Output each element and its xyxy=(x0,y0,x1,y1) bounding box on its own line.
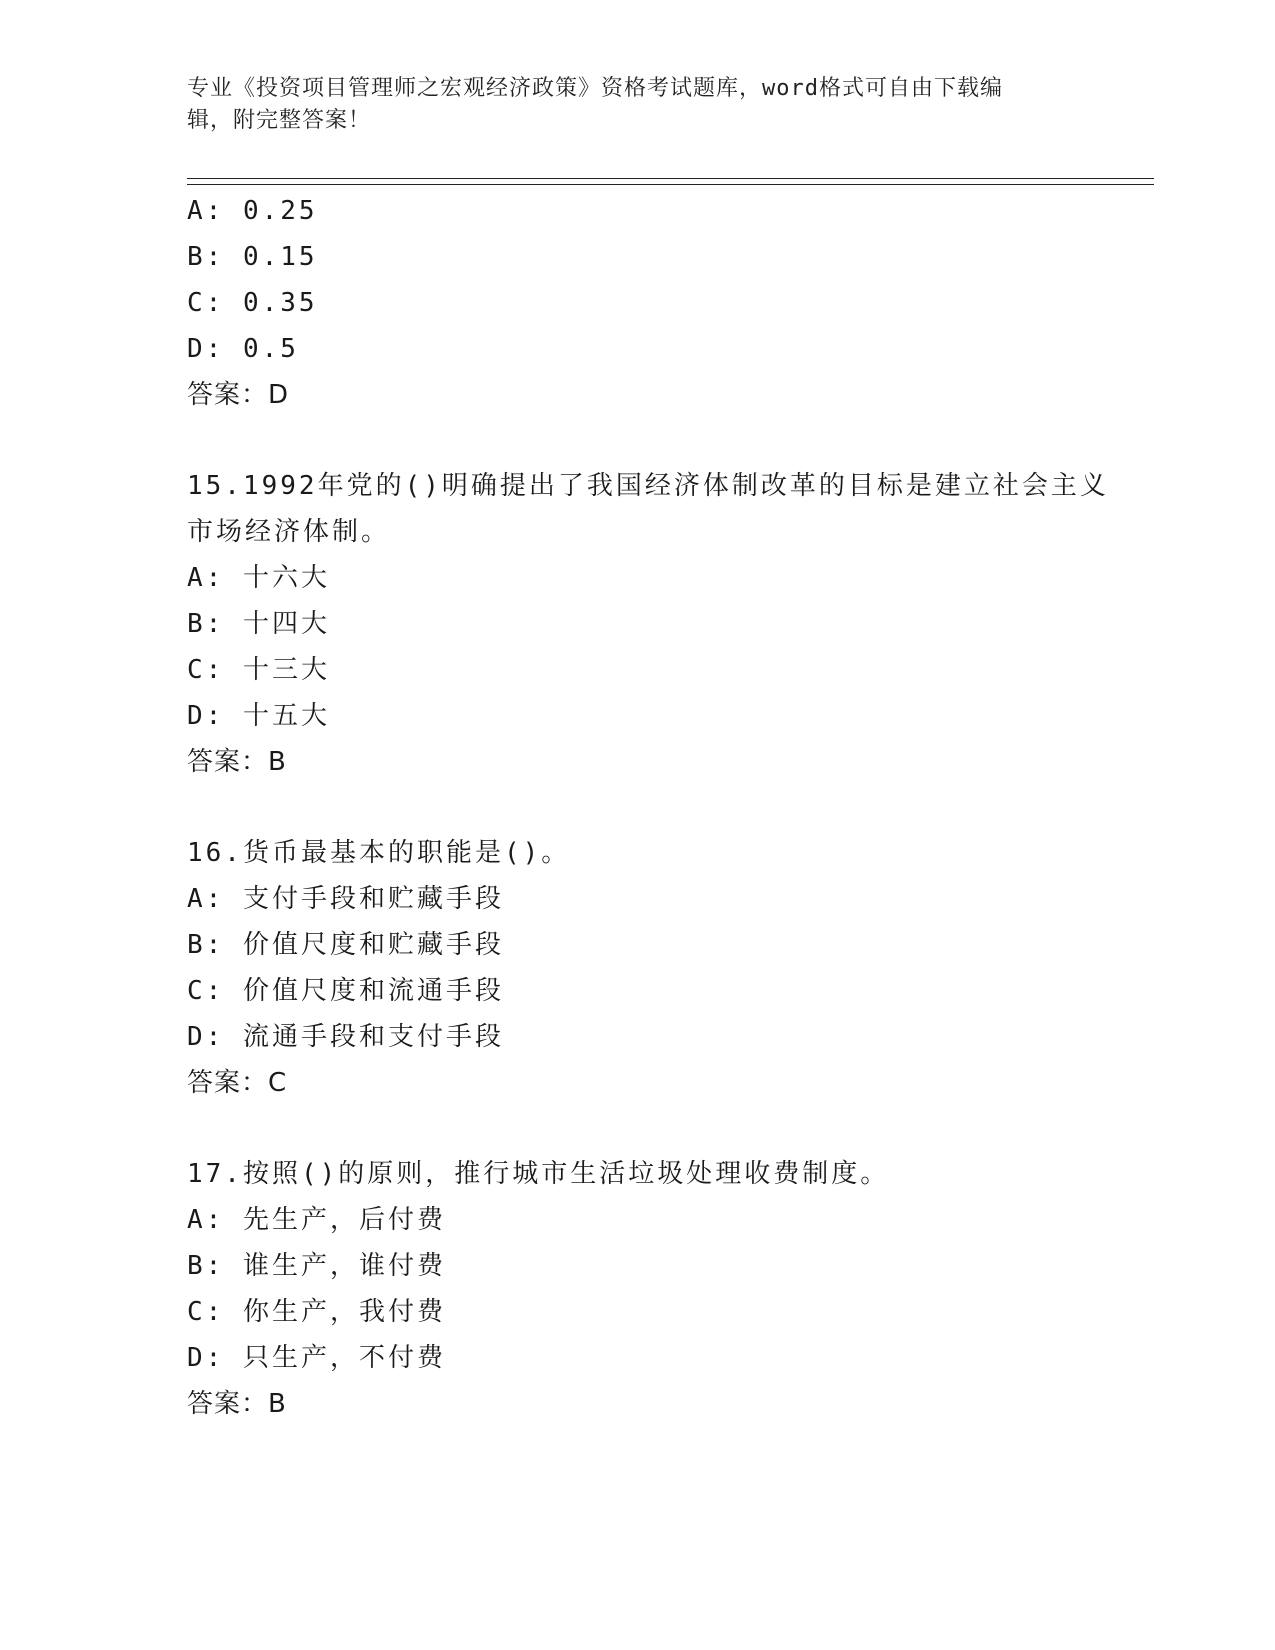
option-b: B: 0.15 xyxy=(187,242,318,272)
question-stem-line-1: 15.1992年党的()明确提出了我国经济体制改革的目标是建立社会主义 xyxy=(187,471,1109,501)
option-d: D: 流通手段和支付手段 xyxy=(187,1022,504,1052)
question-list xyxy=(187,188,1137,1427)
answer-line: 答案：C xyxy=(187,1068,288,1098)
option-c: C: 0.35 xyxy=(187,288,318,318)
option-a: A: 十六大 xyxy=(187,563,330,593)
option-c: C: 你生产，我付费 xyxy=(187,1297,446,1327)
question-15 xyxy=(187,463,1137,785)
question-stem-line-1: 17.按照()的原则，推行城市生活垃圾处理收费制度。 xyxy=(187,1159,890,1189)
option-d: D: 0.5 xyxy=(187,334,299,364)
option-a: A: 0.25 xyxy=(187,196,318,226)
question-stem-line-1: 16.货币最基本的职能是()。 xyxy=(187,838,571,868)
answer-line: 答案：D xyxy=(187,380,290,410)
option-d: D: 只生产，不付费 xyxy=(187,1343,446,1373)
header-divider-bottom xyxy=(187,184,1154,185)
option-b: B: 十四大 xyxy=(187,609,330,639)
question-14-continued xyxy=(187,188,1137,418)
header-title-line-1: 专业《投资项目管理师之宏观经济政策》资格考试题库，word格式可自由下载编 xyxy=(187,76,1003,101)
header-title-line-2: 辑，附完整答案！ xyxy=(187,108,372,133)
document-header xyxy=(187,73,1087,137)
answer-line: 答案：B xyxy=(187,747,287,777)
option-c: C: 价值尺度和流通手段 xyxy=(187,976,504,1006)
header-divider-top xyxy=(187,178,1154,179)
question-stem-line-2: 市场经济体制。 xyxy=(187,517,391,547)
option-c: C: 十三大 xyxy=(187,655,330,685)
option-d: D: 十五大 xyxy=(187,701,330,731)
option-a: A: 支付手段和贮藏手段 xyxy=(187,884,504,914)
question-16 xyxy=(187,830,1137,1106)
option-b: B: 谁生产，谁付费 xyxy=(187,1251,446,1281)
option-b: B: 价值尺度和贮藏手段 xyxy=(187,930,504,960)
question-17 xyxy=(187,1151,1137,1427)
option-a: A: 先生产，后付费 xyxy=(187,1205,446,1235)
answer-line: 答案：B xyxy=(187,1389,287,1419)
